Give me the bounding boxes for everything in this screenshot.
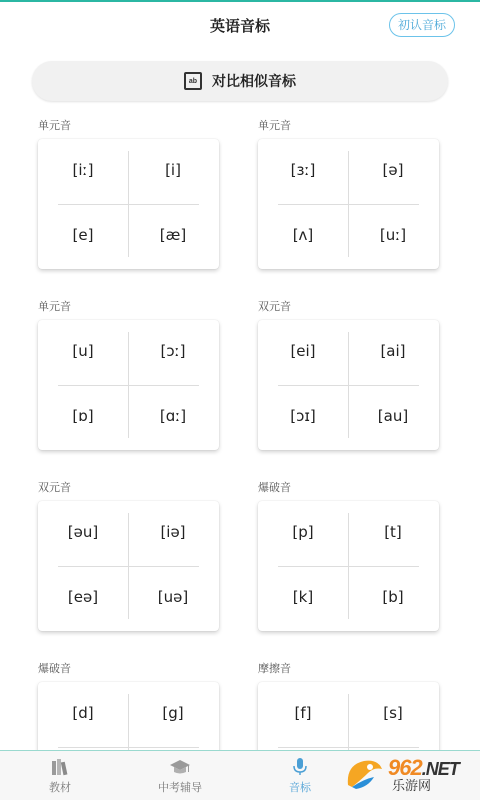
section-title: 爆破音 (38, 661, 248, 677)
phonetic-symbol[interactable]: [iː] (53, 161, 113, 183)
section-title: 爆破音 (258, 480, 468, 496)
phonetic-symbol[interactable]: [g] (143, 704, 203, 726)
phonetic-symbol[interactable]: [p] (273, 523, 333, 545)
watermark-number: 962 (388, 755, 422, 780)
phonetic-card[interactable] (38, 139, 219, 269)
section-title: 双元音 (38, 480, 248, 496)
phonetic-symbol[interactable]: [ɜː] (273, 161, 333, 183)
ab-icon-text: ab (189, 78, 197, 85)
section-4 (38, 480, 248, 496)
tab-exam-tutoring[interactable] (120, 751, 240, 801)
divider-horizontal (58, 204, 199, 205)
watermark-sub: 乐游网 (392, 779, 459, 792)
phonetic-symbol[interactable]: [t] (363, 523, 423, 545)
section-title: 双元音 (258, 299, 468, 315)
phonetic-symbol[interactable]: [i] (143, 161, 203, 183)
phonetic-card[interactable] (38, 320, 219, 450)
section-7 (258, 661, 468, 677)
page-title: 英语音标 (210, 15, 270, 36)
phonetic-symbol[interactable]: [iə] (143, 523, 203, 545)
phonetic-card[interactable] (258, 501, 439, 631)
compare-similar-button[interactable] (32, 61, 448, 101)
graduation-cap-icon (170, 758, 190, 776)
phonetic-symbol[interactable]: [ɔː] (143, 342, 203, 364)
header (0, 2, 480, 48)
watermark-logo-icon (344, 757, 384, 791)
compare-label: 对比相似音标 (212, 71, 296, 91)
phonetic-symbol[interactable]: [ɔɪ] (273, 407, 333, 429)
divider-vertical (128, 694, 129, 750)
section-5 (258, 480, 468, 496)
divider-horizontal (278, 385, 419, 386)
ab-compare-icon (184, 72, 202, 90)
section-6 (38, 661, 248, 677)
tab-label: 教材 (49, 779, 71, 795)
tab-label: 音标 (289, 779, 311, 795)
phonetic-symbol[interactable]: [e] (53, 226, 113, 248)
phonetic-card[interactable] (258, 139, 439, 269)
phonetic-symbol[interactable]: [ɒ] (53, 407, 113, 429)
tab-label: 中考辅导 (158, 779, 202, 795)
section-3 (258, 299, 468, 315)
phonetic-symbol[interactable]: [ei] (273, 342, 333, 364)
section-0 (38, 118, 248, 134)
phonetic-symbol[interactable]: [d] (53, 704, 113, 726)
books-icon (50, 758, 70, 776)
divider-horizontal (278, 566, 419, 567)
divider-horizontal (278, 204, 419, 205)
divider-horizontal (58, 566, 199, 567)
phonetic-symbol[interactable]: [s] (363, 704, 423, 726)
watermark-suffix: .NET (422, 759, 459, 779)
phonetic-symbol[interactable]: [f] (273, 704, 333, 726)
phonetic-card[interactable] (38, 501, 219, 631)
watermark-962 (344, 754, 472, 794)
phonetic-symbol[interactable]: [ɑː] (143, 407, 203, 429)
phonetic-symbol[interactable]: [b] (363, 588, 423, 610)
phonetic-symbol[interactable]: [ə] (363, 161, 423, 183)
tab-textbook[interactable] (0, 751, 120, 801)
phonetic-symbol[interactable]: [eə] (53, 588, 113, 610)
section-title: 单元音 (38, 299, 248, 315)
phonetic-grid (0, 110, 480, 750)
section-title: 单元音 (258, 118, 468, 134)
first-know-button[interactable]: 初认音标 (389, 13, 455, 37)
section-title: 摩擦音 (258, 661, 468, 677)
phonetic-symbol[interactable]: [u] (53, 342, 113, 364)
phonetic-symbol[interactable]: [uə] (143, 588, 203, 610)
phonetic-symbol[interactable]: [æ] (143, 226, 203, 248)
phonetic-card[interactable] (258, 320, 439, 450)
section-1 (258, 118, 468, 134)
phonetic-card[interactable] (258, 682, 439, 750)
divider-vertical (348, 694, 349, 750)
microphone-icon (290, 758, 310, 776)
phonetic-symbol[interactable]: [ai] (363, 342, 423, 364)
section-title: 单元音 (38, 118, 248, 134)
divider-horizontal (58, 385, 199, 386)
phonetic-symbol[interactable]: [ʌ] (273, 226, 333, 248)
phonetic-card[interactable] (38, 682, 219, 750)
phonetic-symbol[interactable]: [əu] (53, 523, 113, 545)
divider-horizontal (278, 747, 419, 748)
tab-phonetics[interactable] (240, 751, 360, 801)
section-2 (38, 299, 248, 315)
phonetic-symbol[interactable]: [k] (273, 588, 333, 610)
divider-horizontal (58, 747, 199, 748)
phonetic-symbol[interactable]: [au] (363, 407, 423, 429)
phonetic-symbol[interactable]: [uː] (363, 226, 423, 248)
